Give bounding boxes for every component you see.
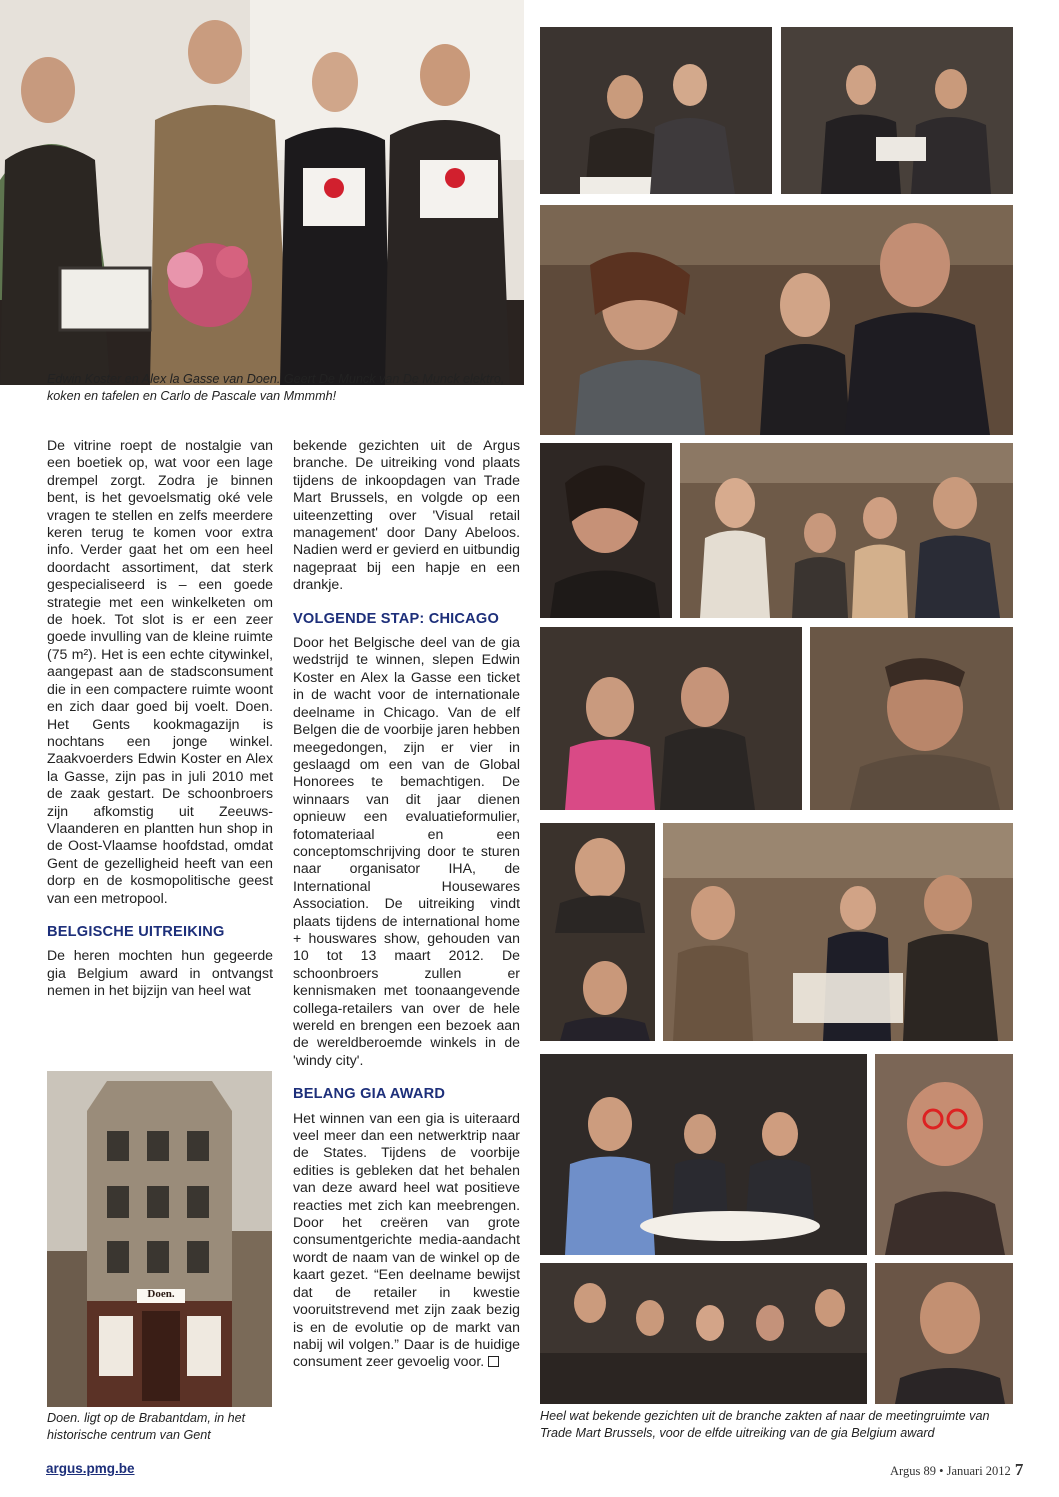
gallery-photo-12 [540,1263,867,1404]
article-paragraph: Het winnen van een gia is uiteraard veel meer dan een netwerktrip naar de States. Tijdens de voorbije edities is gebleken dat het behalen van deze award heel wat positieve reacties met zich kan meebrengen. Door het creëren van grote consumentgerichte media-aandacht wordt de naam van de winkel op de kaart gezet. “Een deelname bewijst dat de retailer in kwestie vooruitstrevend met zijn zaak bezig is en de evolutie op de markt van nabij wil volgen.” Daar is de huidige consument zeer gevoelig voor. [293,1109,520,1370]
gallery-photo-9 [663,823,1013,1041]
gallery-photo-8 [540,823,655,1041]
top-photo-caption: Edwin Koster en Alex la Gasse van Doen. Geert De Munck van De Munck elektro, koken en tafelen en Carlo de Pascale van Mmmmh! [47,372,505,403]
shop-sign-label: Doen. [147,1288,175,1300]
gallery-photo-13 [875,1263,1013,1404]
gallery-photo-1 [540,27,772,194]
gallery-photo-10 [540,1054,867,1255]
issue-label: Argus 89 • Januari 2012 [890,1464,1011,1478]
gallery-photo-6 [540,627,802,810]
section-heading-belang-gia-award: BELANG GIA AWARD [293,1086,446,1103]
gallery-photo-7 [810,627,1013,810]
gallery-photo-2 [781,27,1013,194]
page-footer [890,1460,1023,1480]
section-heading-volgende-stap: VOLGENDE STAP: CHICAGO [293,610,500,627]
award-winners-illustration [0,0,524,385]
page-number: 7 [1014,1460,1024,1479]
gallery-photo-4 [540,443,672,618]
section-heading-belgische-uitreiking: BELGISCHE UITREIKING [47,923,225,940]
shop-facade-illustration [47,1071,272,1407]
article-paragraph: De vitrine roept de nostalgie van een boetiek op, wat voor een lage drempel zorgt. Zodra je binnen bent, is het gevoelsmatig oké vele vragen te stellen en zelfs meerdere keren terug te komen voor extra info. Verder gaat het om een heel doordacht assortiment, dat sterk gespecialiseerd is – een goede strategie met een winkelketen om de hoek. Tot slot is er een zeer goede invulling van de kleine ruimte (75 m²). Het is een echte citywinkel, aangepast aan de stadsconsument die in een compactere ruimte woont en zich daar goed bij voelt. Doen. Het Gents kookmagazijn is nochtans een jonge winkel. Zaakvoerders Edwin Koster en Alex la Gasse, zijn pas in juli 2010 met de zaak gestart. De schoonbroers zijn afkomstig uit Zeeuws-Vlaanderen en plantten hun shop in de Oost-Vlaamse hoofdstad, omdat Gent de gezelligheid heeft van een dorp en de kosmopolitische geest van een metropool. [47,437,273,906]
article-column-2 [293,437,520,1371]
gallery-caption: Heel wat bekende gezichten uit de branche zakten af naar de meetingruimte van Trade Mart Brussels, voor de elfde uitreiking van de gia Belgium award [540,1409,990,1440]
article-paragraph: Door het Belgische deel van de gia wedstrijd te winnen, slepen Edwin Koster en Alex la Gasse een ticket in de wacht voor de internationale deelname in Chicago. Van de elf Belgen die de voorbije jaren hebben meegedongen, zijn er vier in geslaagd om een van de Global Honorees te bemachtigen. De winnaars van dit jaar dienen opnieuw een evaluatieformulier, fotomateriaal en een conceptomschrijving door te sturen naar organisator IHA, de International Housewares Association. De uitreiking vindt plaats tijdens de international home + houswares show, gehouden van 10 tot 13 maart 2012. De schoonbroers zullen er kennismaken met toonaangevende collega-retailers van over de hele wereld en brengen een bezoek aan de wereldberoemde winkels in de 'windy city'. [293,634,520,1068]
gallery-photo-11 [875,1054,1013,1255]
article-paragraph: bekende gezichten uit de Argus branche. De uitreiking vond plaats tijdens de inkoopdagen van Trade Mart Brussels, en volgde op een uiteenzetting over 'Visual retail management' door Dany Abeloos. Nadien werd er gevierd en uitbundig nagepraat bij een hapje en een drankje. [293,437,520,593]
gallery-photo-5 [680,443,1013,618]
article-paragraph: De heren mochten hun gegeerde gia Belgium award in ontvangst nemen in het bijzijn van heel wat [47,947,273,999]
website-link[interactable]: argus.pmg.be [46,1461,135,1476]
facade-caption: Doen. ligt op de Brabantdam, in het historische centrum van Gent [47,1411,246,1442]
shop-facade-photo [47,1071,272,1407]
gallery-photo-3 [540,205,1013,435]
article-column-1 [47,437,273,1000]
end-of-article-mark [488,1356,499,1367]
award-winners-photo [0,0,524,385]
